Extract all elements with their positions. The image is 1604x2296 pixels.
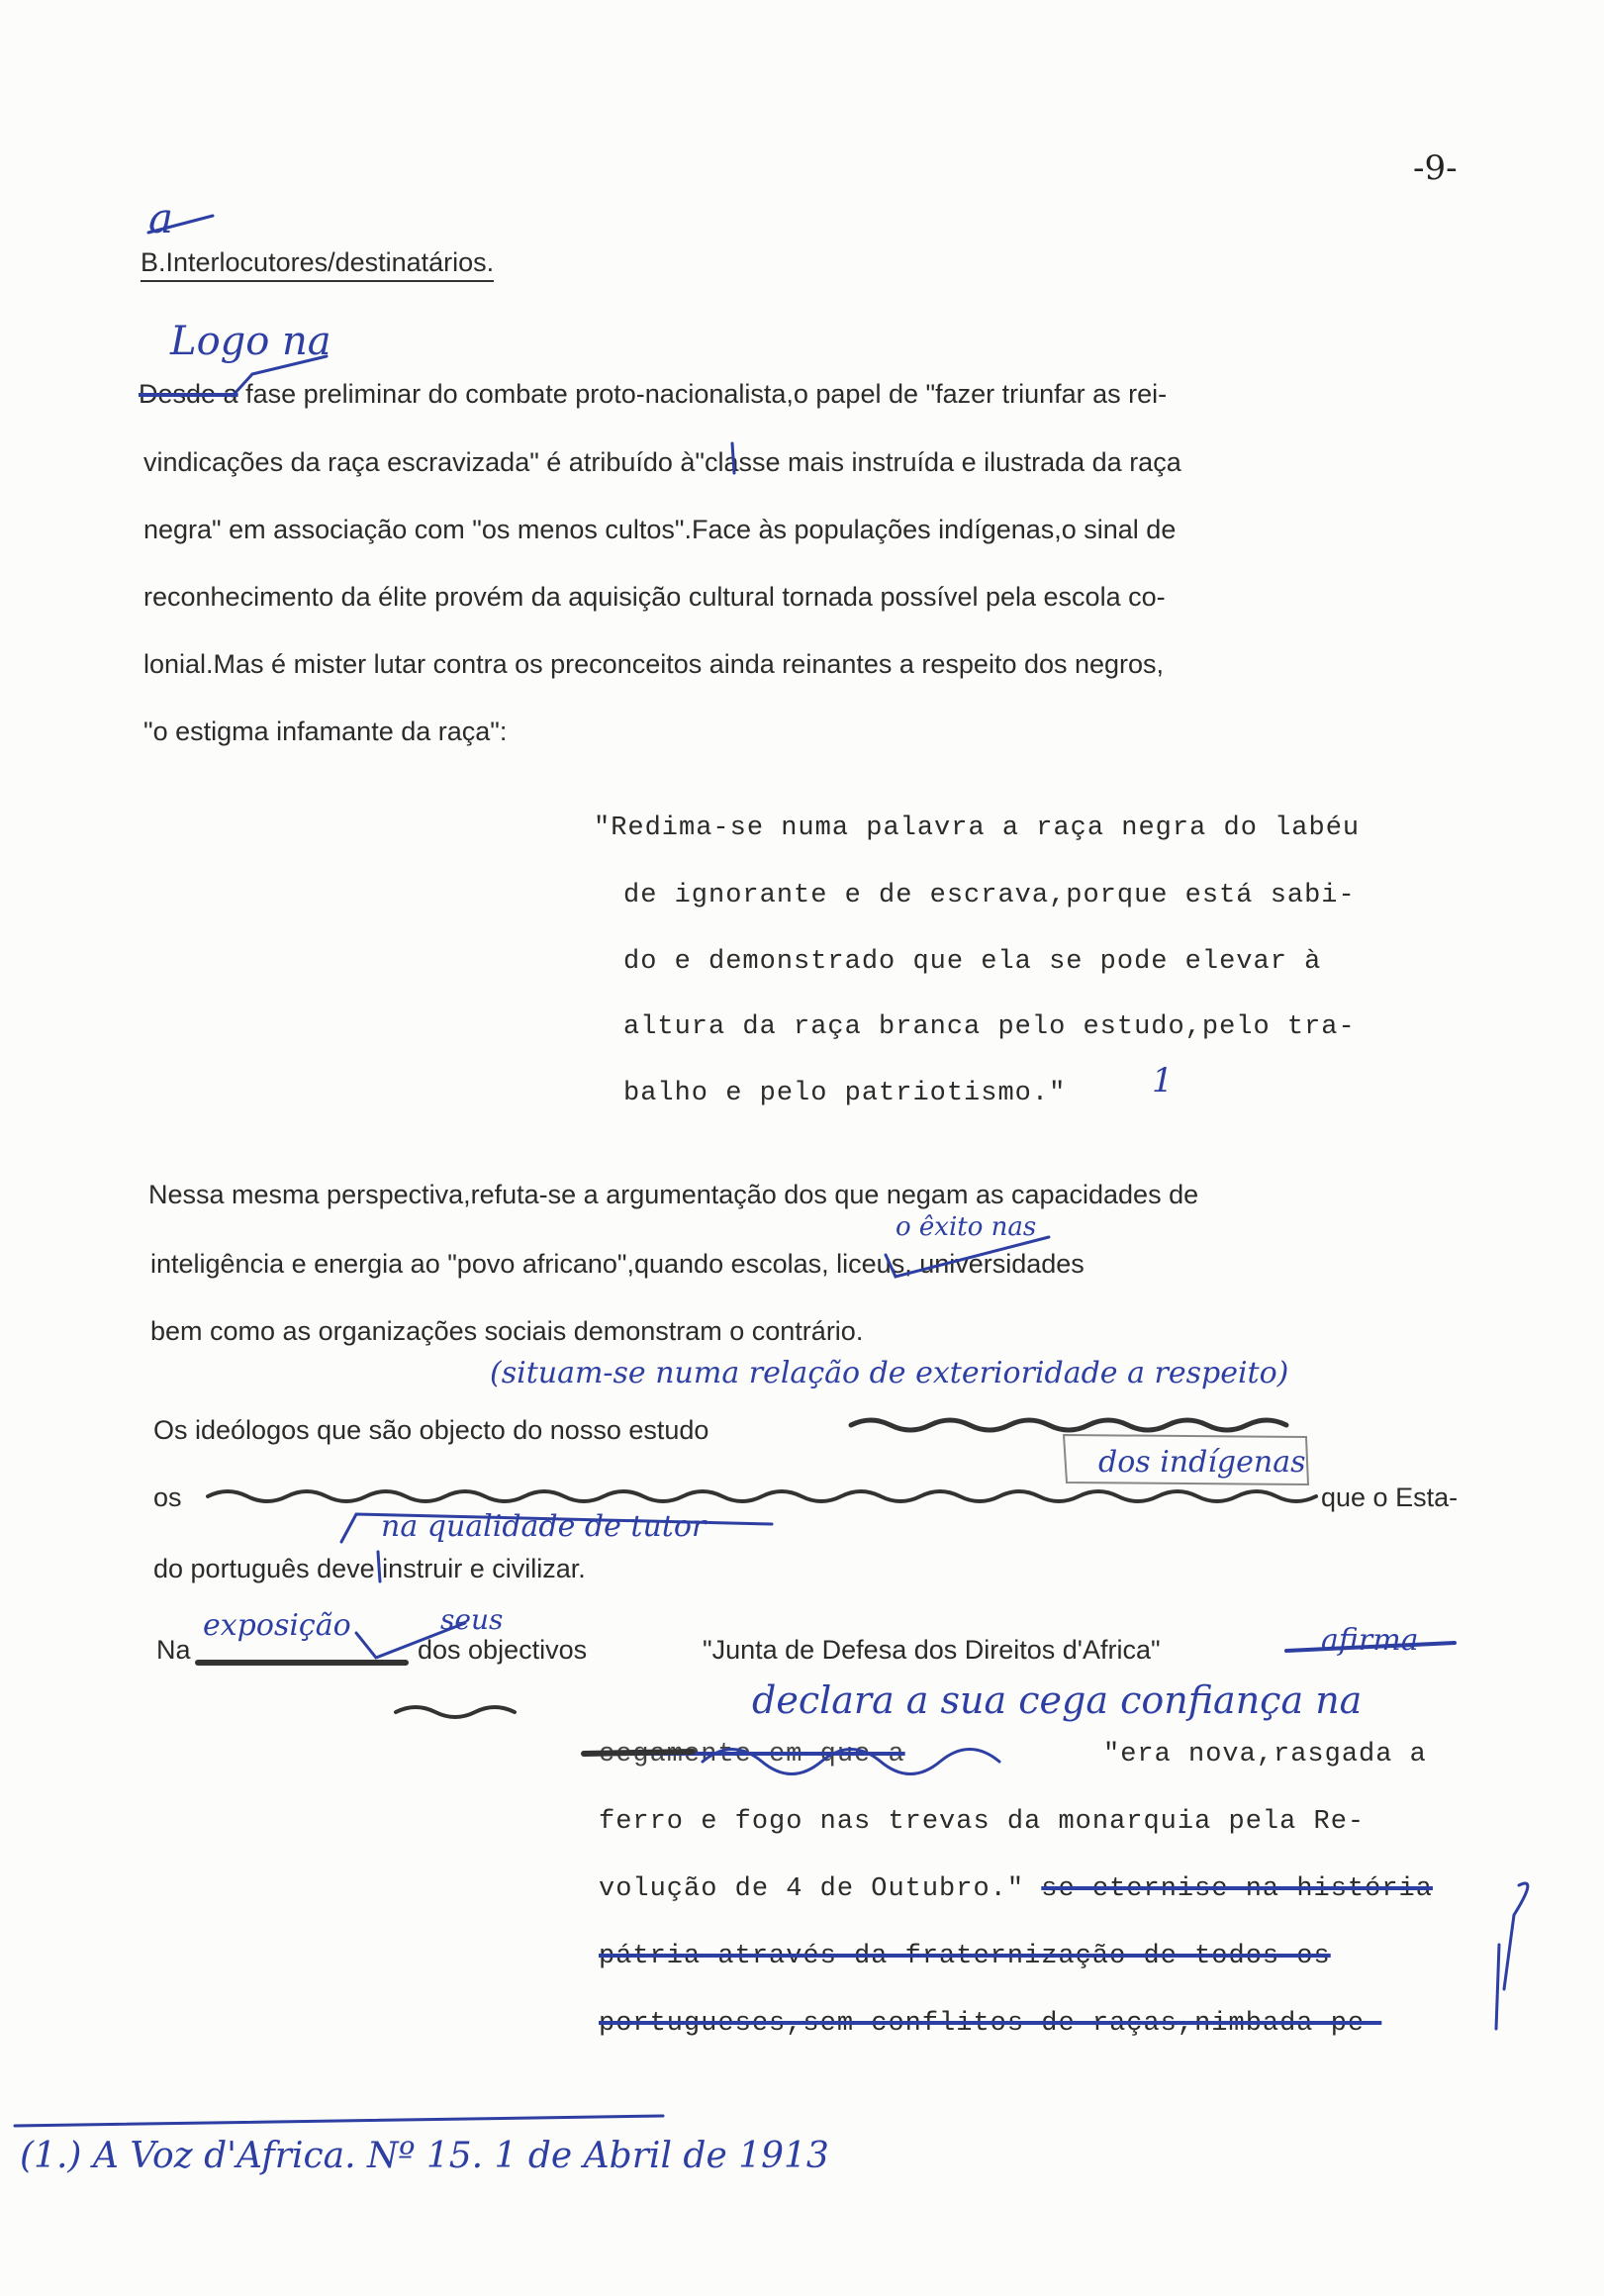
quote2-line3-text: volução de 4 de Outubro." bbox=[599, 1874, 1025, 1904]
para3-hand-insert1: (situam-se numa relação de exterioridade a respeito) bbox=[490, 1356, 1289, 1390]
para3-scribble2 bbox=[208, 1491, 1316, 1501]
para4-hand-insert2: seus bbox=[440, 1603, 504, 1636]
para3-line2-start: os bbox=[153, 1483, 182, 1512]
para2-line3: bem como as organizações sociais demonstram o contrário. bbox=[150, 1316, 864, 1346]
quote1-line2: de ignorante e de escrava,porque está sabi- bbox=[623, 881, 1356, 910]
para4-hand-insert1: exposição bbox=[203, 1608, 351, 1643]
quote2-line1-struck bbox=[599, 1740, 905, 1770]
quote2-line3 bbox=[599, 1874, 1433, 1904]
page-number: -9- bbox=[1413, 148, 1458, 188]
quote1-line4: altura da raça branca pelo estudo,pelo tra- bbox=[623, 1012, 1356, 1042]
para1-line6: "o estigma infamante da raça": bbox=[143, 717, 508, 746]
para1-line3: negra" em associação com "os menos cultos".Face às populações indígenas,o sinal de bbox=[143, 515, 1177, 544]
section-heading bbox=[141, 247, 494, 282]
para3-hand-insert3: na qualidade de tutor bbox=[381, 1509, 707, 1544]
heading-hand-mark: a bbox=[148, 194, 174, 242]
para3-line1: Os ideólogos que são objecto do nosso estudo bbox=[153, 1415, 709, 1445]
para3-line3: do português deve instruir e civilizar. bbox=[153, 1554, 586, 1583]
para1-line4: reconhecimento da élite provém da aquisição cultural tornada possível pela escola co- bbox=[143, 582, 1166, 612]
heading-title: Interlocutores/destinatários. bbox=[165, 247, 495, 277]
para1-line5: lonial.Mas é mister lutar contra os preconceitos ainda reinantes a respeito dos negros, bbox=[143, 649, 1165, 679]
quote2-line5: portugueses,sem conflitos de raças,nimbada pe- bbox=[599, 2009, 1382, 2039]
footnote-rule bbox=[15, 2116, 663, 2126]
quote2-line1: "era nova,rasgada a bbox=[1103, 1740, 1427, 1770]
para1-line1 bbox=[139, 379, 1167, 410]
quote2-struck-text: cegamente em que a bbox=[599, 1740, 905, 1770]
para3-scribble1 bbox=[851, 1420, 1286, 1430]
para2-line2 bbox=[150, 1249, 1085, 1280]
para1-hand-insert: Logo na bbox=[170, 319, 331, 364]
footnote: (1.) A Voz d'Africa. Nº 15. 1 de Abril de 1913 bbox=[20, 2136, 829, 2176]
quote1-note-ref: 1 bbox=[1152, 1061, 1174, 1100]
quote2-line3-struck: se eternise na história bbox=[1041, 1874, 1433, 1904]
quote1-line1: "Redima-se numa palavra a raça negra do labéu bbox=[594, 813, 1361, 843]
para2-line2-text: inteligência e energia ao "povo africano",quando bbox=[150, 1249, 724, 1279]
heading-prefix: B. bbox=[141, 247, 166, 277]
quote2-bracket bbox=[1504, 1883, 1528, 1989]
para4-line1-start: Na bbox=[156, 1635, 191, 1665]
para1-line1-text: fase preliminar do combate proto-nacionalista,o papel de "fazer triunfar as rei- bbox=[245, 379, 1168, 409]
para4-line1-end: "Junta de Defesa dos Direitos d'Africa" bbox=[703, 1635, 1161, 1665]
para1-line2: vindicações da raça escravizada" é atribuído à"classe mais instruída e ilustrada da raça bbox=[143, 447, 1181, 477]
quote2-line4: pátria através da fraternização de todos os bbox=[599, 1942, 1331, 1971]
para1-struck-word: Desde a bbox=[139, 379, 238, 409]
para2-line1: Nessa mesma perspectiva,refuta-se a argumentação dos que negam as capacidades de bbox=[148, 1180, 1199, 1209]
para4-hand-insert4: afirma bbox=[1321, 1623, 1419, 1658]
para3-line2-end: que o Esta- bbox=[1321, 1483, 1459, 1512]
para2-hand-insert: o êxito nas bbox=[896, 1212, 1037, 1242]
para4-line1-mid: dos objectivos bbox=[418, 1635, 588, 1665]
quote1-line3: do e demonstrado que ela se pode elevar à bbox=[623, 947, 1322, 977]
quote2-line2: ferro e fogo nas trevas da monarquia pela Re- bbox=[599, 1807, 1366, 1837]
para3-hand-insert2: dos indígenas bbox=[1098, 1445, 1306, 1480]
quote1-line5: balho e pelo patriotismo." bbox=[623, 1079, 1067, 1108]
para4-hand-insert3: declara a sua cega confiança na bbox=[752, 1678, 1363, 1722]
para2-line2-rest: escolas, liceus, universidades bbox=[730, 1249, 1085, 1279]
